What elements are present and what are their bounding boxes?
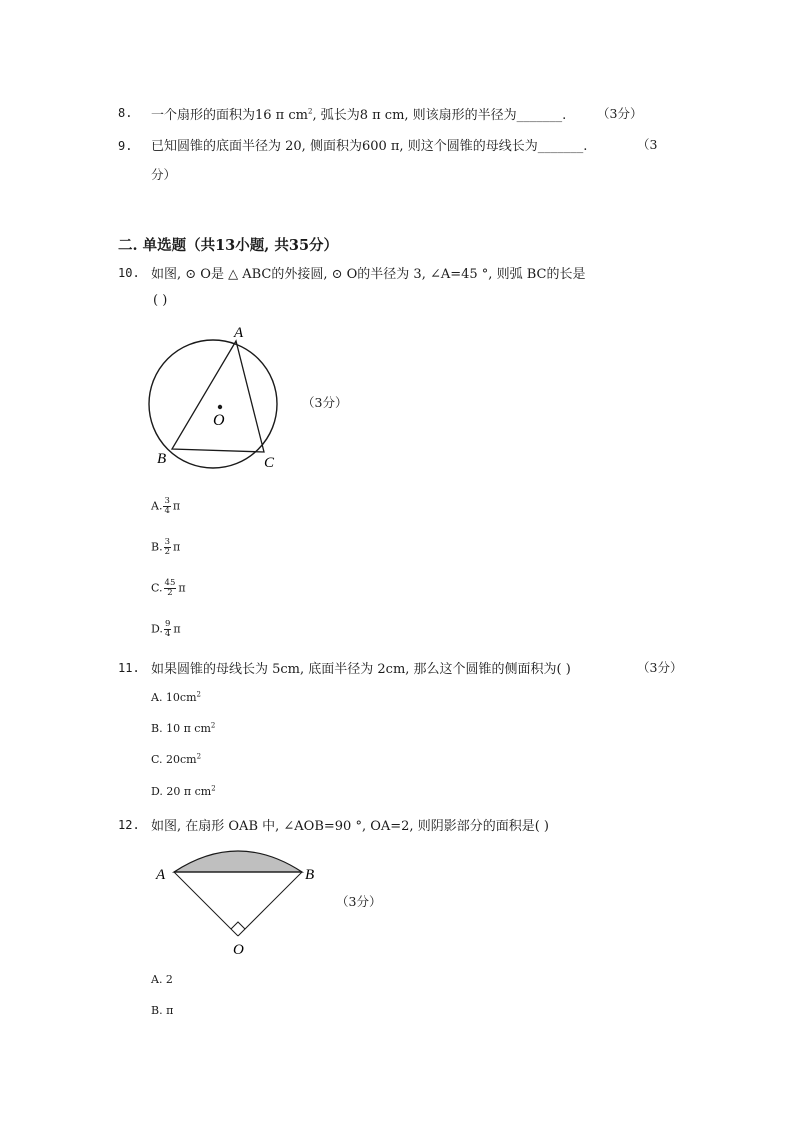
q11-number: 11. — [118, 661, 140, 675]
option-letter: C. — [151, 581, 163, 595]
fraction: $\frac{3}{2}$ — [164, 537, 171, 557]
option-text: D. 20 π cm — [151, 785, 212, 798]
option-letter: B. — [151, 540, 163, 554]
q10-figure — [140, 318, 300, 478]
option-letter: A. — [151, 499, 163, 513]
q11-score: （3分） — [637, 660, 683, 675]
q12-option-a[interactable]: A. 2 — [151, 973, 173, 986]
label-o: O — [213, 412, 225, 429]
q12-score: （3分） — [336, 894, 382, 909]
option-letter: D. — [151, 622, 163, 636]
label-b: B — [305, 867, 315, 883]
label-a: A — [234, 325, 244, 341]
option-text: C. 20cm — [151, 753, 197, 766]
radius-ob — [238, 872, 302, 936]
shaded-segment — [174, 851, 302, 872]
option-superscript: 2 — [211, 784, 216, 793]
q8-text-before: 一个扇形的面积为16 π cm — [151, 108, 308, 123]
option-text: A. 10cm — [151, 691, 197, 704]
q10-text: 如图, ⊙ O是 △ ABC的外接圆, ⊙ O的半径为 3, ∠A=45 °, 则弧 BC的长是 — [151, 267, 586, 282]
q8-text — [151, 104, 566, 123]
fraction: $\frac{9}{4}$ — [164, 619, 171, 639]
q11-option-d[interactable] — [151, 785, 216, 798]
option-text: B. 10 π cm — [151, 722, 211, 735]
section-heading: 二. 单选题（共13小题, 共35分） — [118, 237, 339, 254]
fraction: $\frac{3}{4}$ — [164, 496, 170, 516]
q10-paren: ( ) — [153, 293, 168, 308]
q9-score-open: （3 — [637, 137, 658, 152]
label-c: C — [264, 455, 275, 471]
q10-option-b[interactable] — [151, 538, 180, 557]
q11-option-b[interactable] — [151, 722, 215, 735]
q10-number: 10. — [118, 266, 140, 280]
q9-number: 9. — [118, 139, 133, 153]
q12-number: 12. — [118, 818, 140, 832]
label-o: O — [233, 942, 244, 958]
label-b: B — [157, 451, 167, 467]
q8-superscript: 2 — [307, 107, 313, 116]
q12-figure — [150, 838, 330, 960]
q8-text-after: , 弧长为8 π cm, 则该扇形的半径为_______. — [312, 108, 567, 123]
circumcircle — [149, 340, 277, 468]
option-superscript: 2 — [210, 721, 216, 730]
q9-text: 已知圆锥的底面半径为 20, 侧面积为600 π, 则这个圆锥的母线长为_______. — [151, 139, 588, 154]
q8-score: （3分） — [597, 106, 643, 121]
q10-option-d[interactable] — [151, 620, 181, 639]
option-superscript: 2 — [196, 752, 202, 761]
option-pi: π — [172, 499, 181, 513]
q10-score: （3分） — [302, 395, 348, 410]
option-pi: π — [178, 581, 186, 595]
q10-option-a[interactable] — [151, 497, 180, 516]
q10-option-c[interactable] — [151, 579, 186, 598]
label-a: A — [156, 867, 166, 883]
q11-option-a[interactable] — [151, 691, 201, 704]
fraction: $\frac{45}{2}$ — [164, 578, 176, 598]
q11-text: 如果圆锥的母线长为 5cm, 底面半径为 2cm, 那么这个圆锥的侧面积为( ) — [151, 662, 571, 677]
q9-score-close: 分） — [151, 167, 177, 182]
q11-option-c[interactable] — [151, 753, 201, 766]
triangle-abc — [172, 341, 264, 452]
q12-text: 如图, 在扇形 OAB 中, ∠AOB=90 °, OA=2, 则阴影部分的面积是( ) — [151, 819, 549, 834]
option-superscript: 2 — [196, 690, 201, 699]
right-angle-mark — [231, 922, 245, 929]
radius-oa — [174, 872, 238, 936]
option-pi: π — [173, 540, 181, 554]
q12-option-b[interactable]: B. π — [151, 1004, 174, 1017]
option-pi: π — [173, 622, 181, 636]
center-point — [218, 405, 222, 409]
q8-number: 8. — [118, 106, 133, 120]
